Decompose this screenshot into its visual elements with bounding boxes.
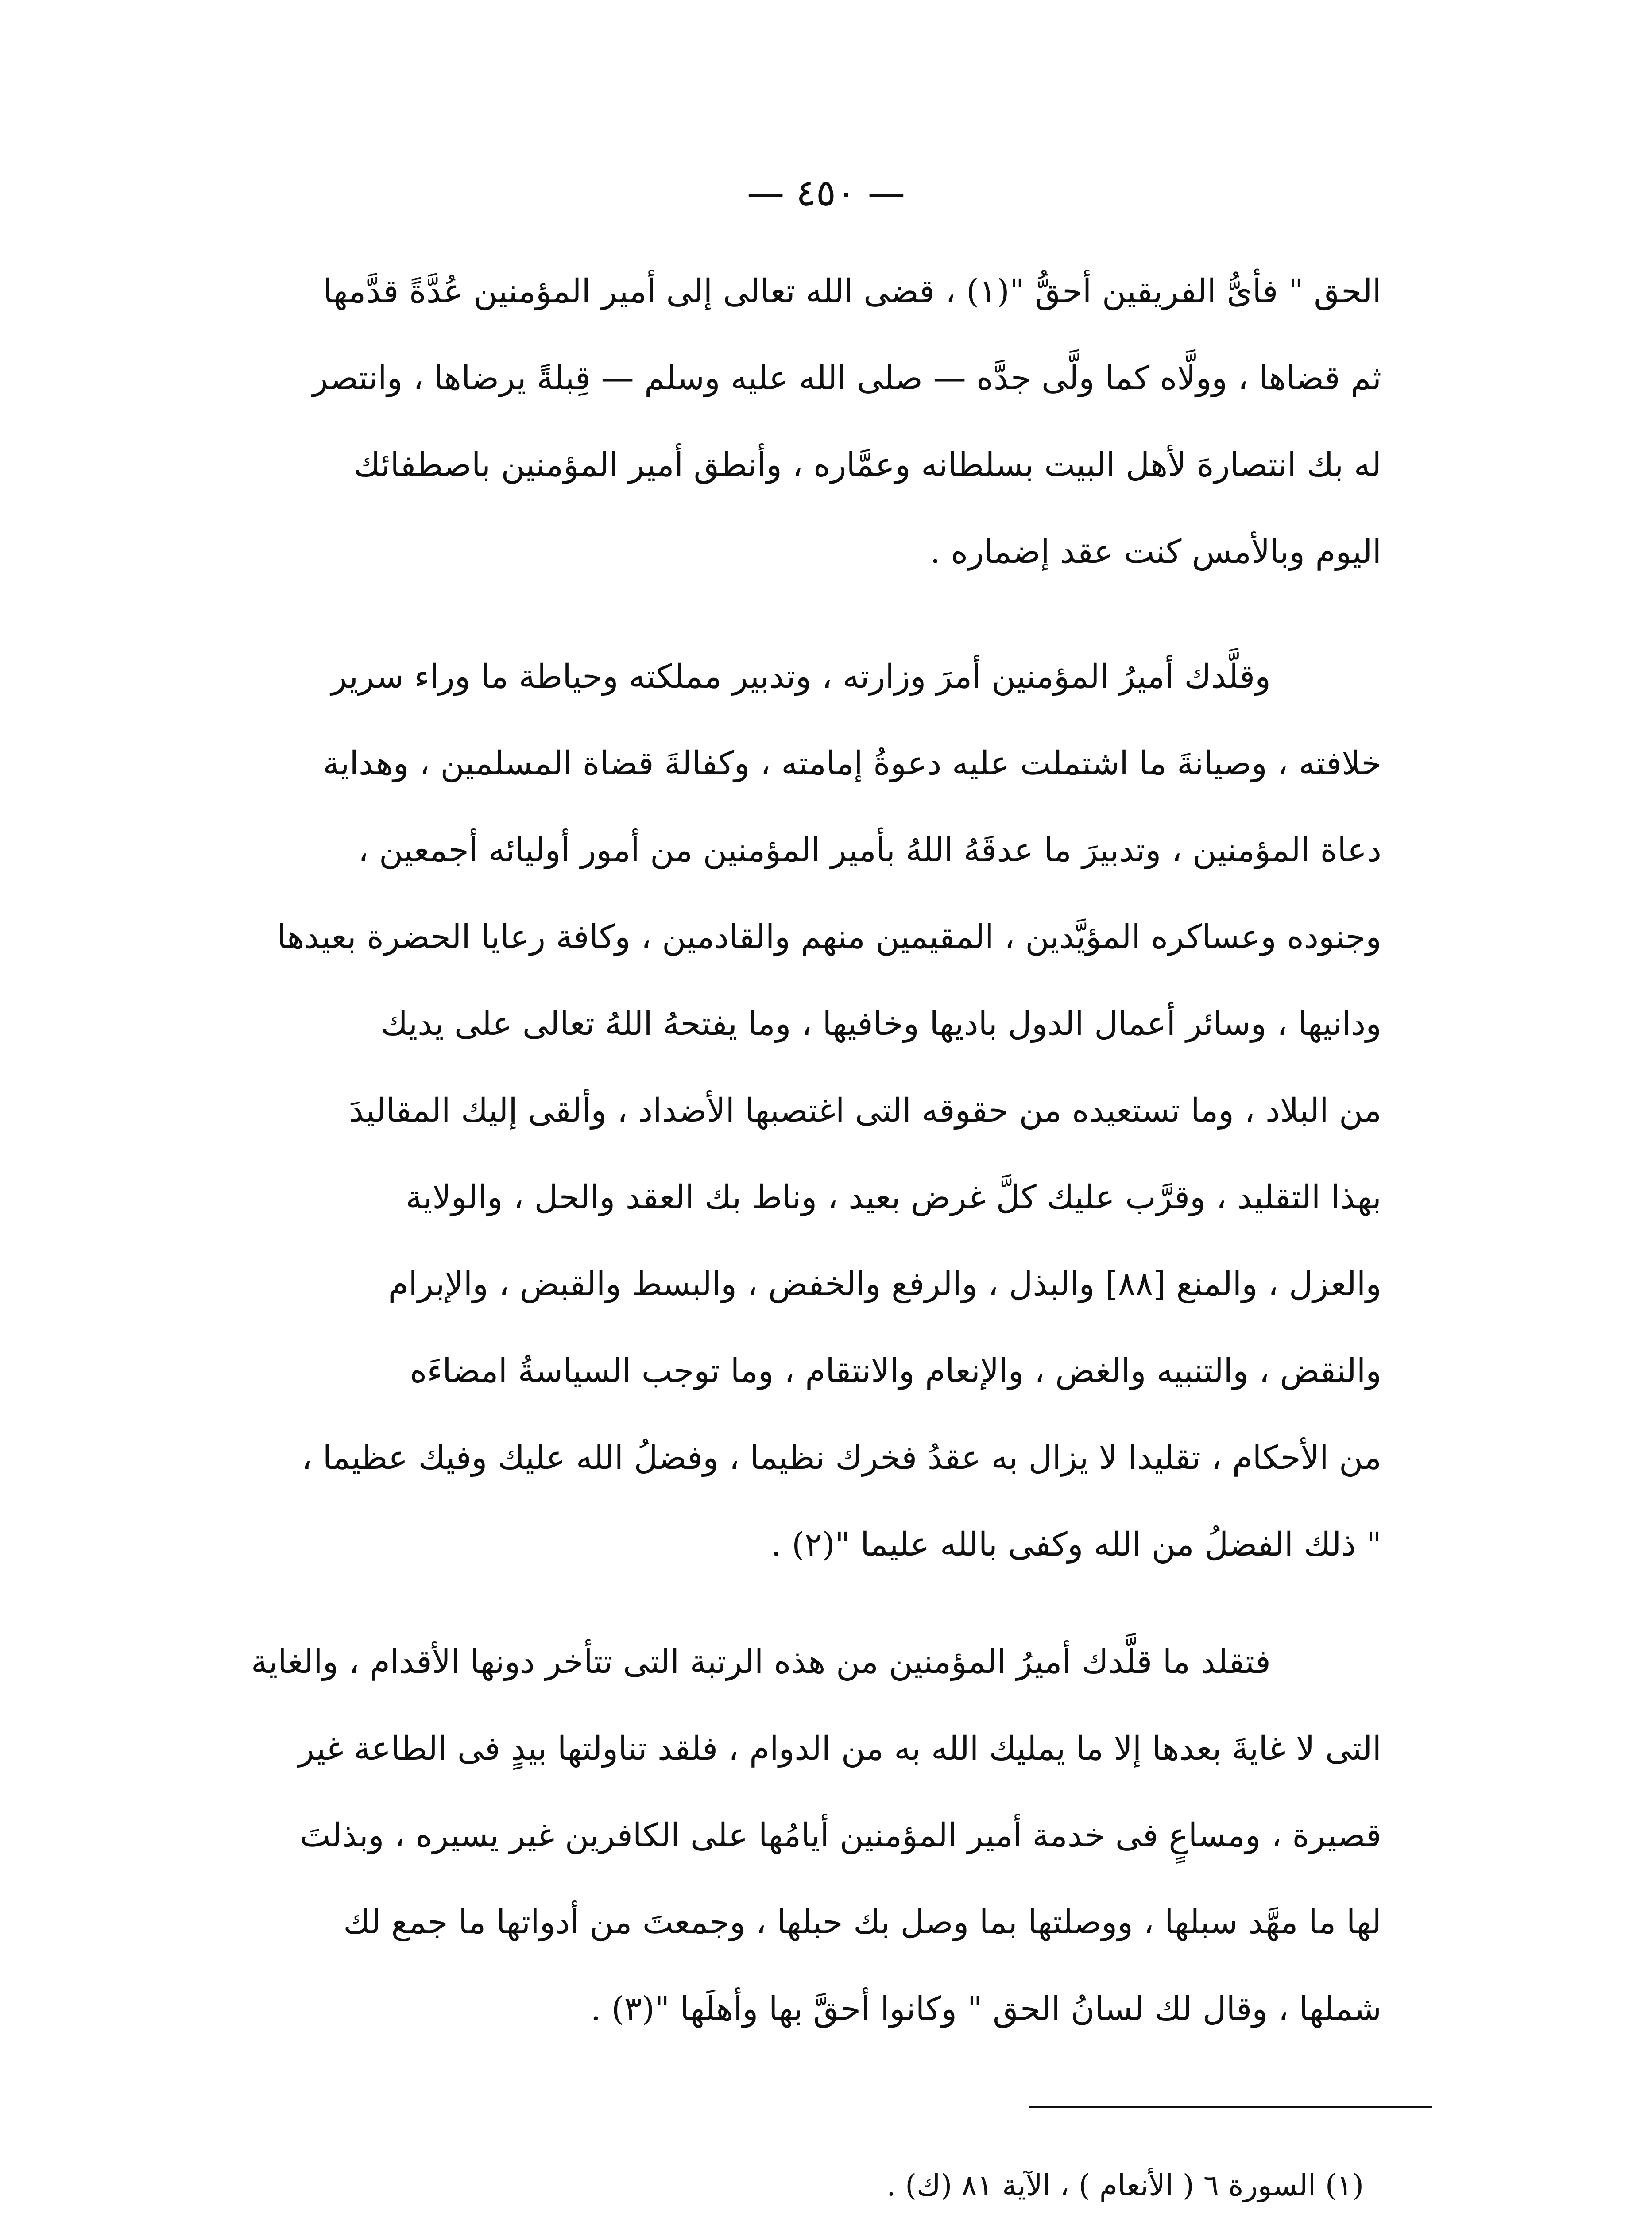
text-line: التى لا غايةَ بعدها إلا ما يمليك الله به من الدوام ، فلقد تناولتها بيدٍ فى الطاعة غير bbox=[298, 1730, 1381, 1768]
footnotes bbox=[443, 2145, 1364, 2214]
text-line: اليوم وبالأمس كنت عقد إضماره . bbox=[930, 533, 1381, 571]
page-number: — ٤٥٠ — bbox=[747, 171, 905, 214]
paragraph-3 bbox=[239, 1618, 1381, 2052]
footnote-1: (١) السورة ٦ ( الأنعام ) ، الآية ٨١ (ك) . bbox=[886, 2168, 1364, 2202]
text-line: له بك انتصارهَ لأهل البيت بسلطانه وعمَّاره ، وأنطق أمير المؤمنين باصطفائك bbox=[353, 446, 1381, 484]
text-line: خلافته ، وصيانةَ ما اشتملت عليه دعوةُ إمامته ، وكفالةَ قضاة المسلمين ، وهداية bbox=[323, 744, 1381, 782]
text-line: والعزل ، والمنع [٨٨] والبذل ، والرفع والخفض ، والبسط والقبض ، والإبرام bbox=[388, 1265, 1381, 1303]
text-line: الحق " فأىُّ الفريقين أحقُّ "(١) ، قضى الله تعالى إلى أمير المؤمنين عُدَّةً قدَّمها bbox=[323, 272, 1381, 310]
text-line: ثم قضاها ، وولَّاه كما ولَّى جدَّه — صلى الله عليه وسلم — قِبلةً يرضاها ، وانتصر bbox=[312, 359, 1381, 397]
text-line: وقلَّدك أميرُ المؤمنين أمرَ وزارته ، وتدبير مملكته وحياطة ما وراء سرير bbox=[331, 658, 1271, 696]
text-line: ودانيها ، وسائر أعمال الدول باديها وخافيها ، وما يفتحهُ اللهُ تعالى على يديك bbox=[381, 1005, 1381, 1043]
text-line: " ذلك الفضلُ من الله وكفى بالله عليما "(٢) . bbox=[771, 1525, 1381, 1564]
text-line: والنقض ، والتنبيه والغض ، والإنعام والانتقام ، وما توجب السياسةُ امضاءَه bbox=[410, 1352, 1381, 1390]
text-line: شملها ، وقال لك لسانُ الحق " وكانوا أحقَّ بها وأهلَها "(٣) . bbox=[590, 1990, 1381, 2028]
paragraph-1 bbox=[239, 248, 1381, 595]
text-line: من البلاد ، وما تستعيده من حقوقه التى اغتصبها الأضداد ، وألقى إليك المقاليدَ bbox=[348, 1092, 1381, 1130]
text-line: لها ما مهَّد سبلها ، ووصلتها بما وصل بك حبلها ، وجمعتَ من أدواتها ما جمع لك bbox=[343, 1903, 1381, 1941]
paragraph-2 bbox=[239, 633, 1381, 1588]
text-line: وجنوده وعساكره المؤيَّدين ، المقيمين منهم والقادمين ، وكافة رعايا الحضرة بعيدها bbox=[277, 918, 1381, 956]
footnote-divider bbox=[1029, 2106, 1432, 2108]
text-line: من الأحكام ، تقليدا لا يزال به عقدُ فخرك نظيما ، وفضلُ الله عليك وفيك عظيما ، bbox=[302, 1439, 1381, 1477]
text-line: قصيرة ، ومساعٍ فى خدمة أمير المؤمنين أيامُها على الكافرين غير يسيره ، وبذلتَ bbox=[300, 1816, 1381, 1854]
text-line: فتقلد ما قلَّدك أميرُ المؤمنين من هذه الرتبة التى تتأخر دونها الأقدام ، والغاية bbox=[251, 1643, 1271, 1681]
text-line: بهذا التقليد ، وقرَّب عليك كلَّ غرض بعيد ، وناط بك العقد والحل ، والولاية bbox=[406, 1178, 1381, 1216]
text-line: دعاة المؤمنين ، وتدبيرَ ما عدقَهُ اللهُ بأمير المؤمنين من أمور أوليائه أجمعين ، bbox=[358, 831, 1381, 869]
